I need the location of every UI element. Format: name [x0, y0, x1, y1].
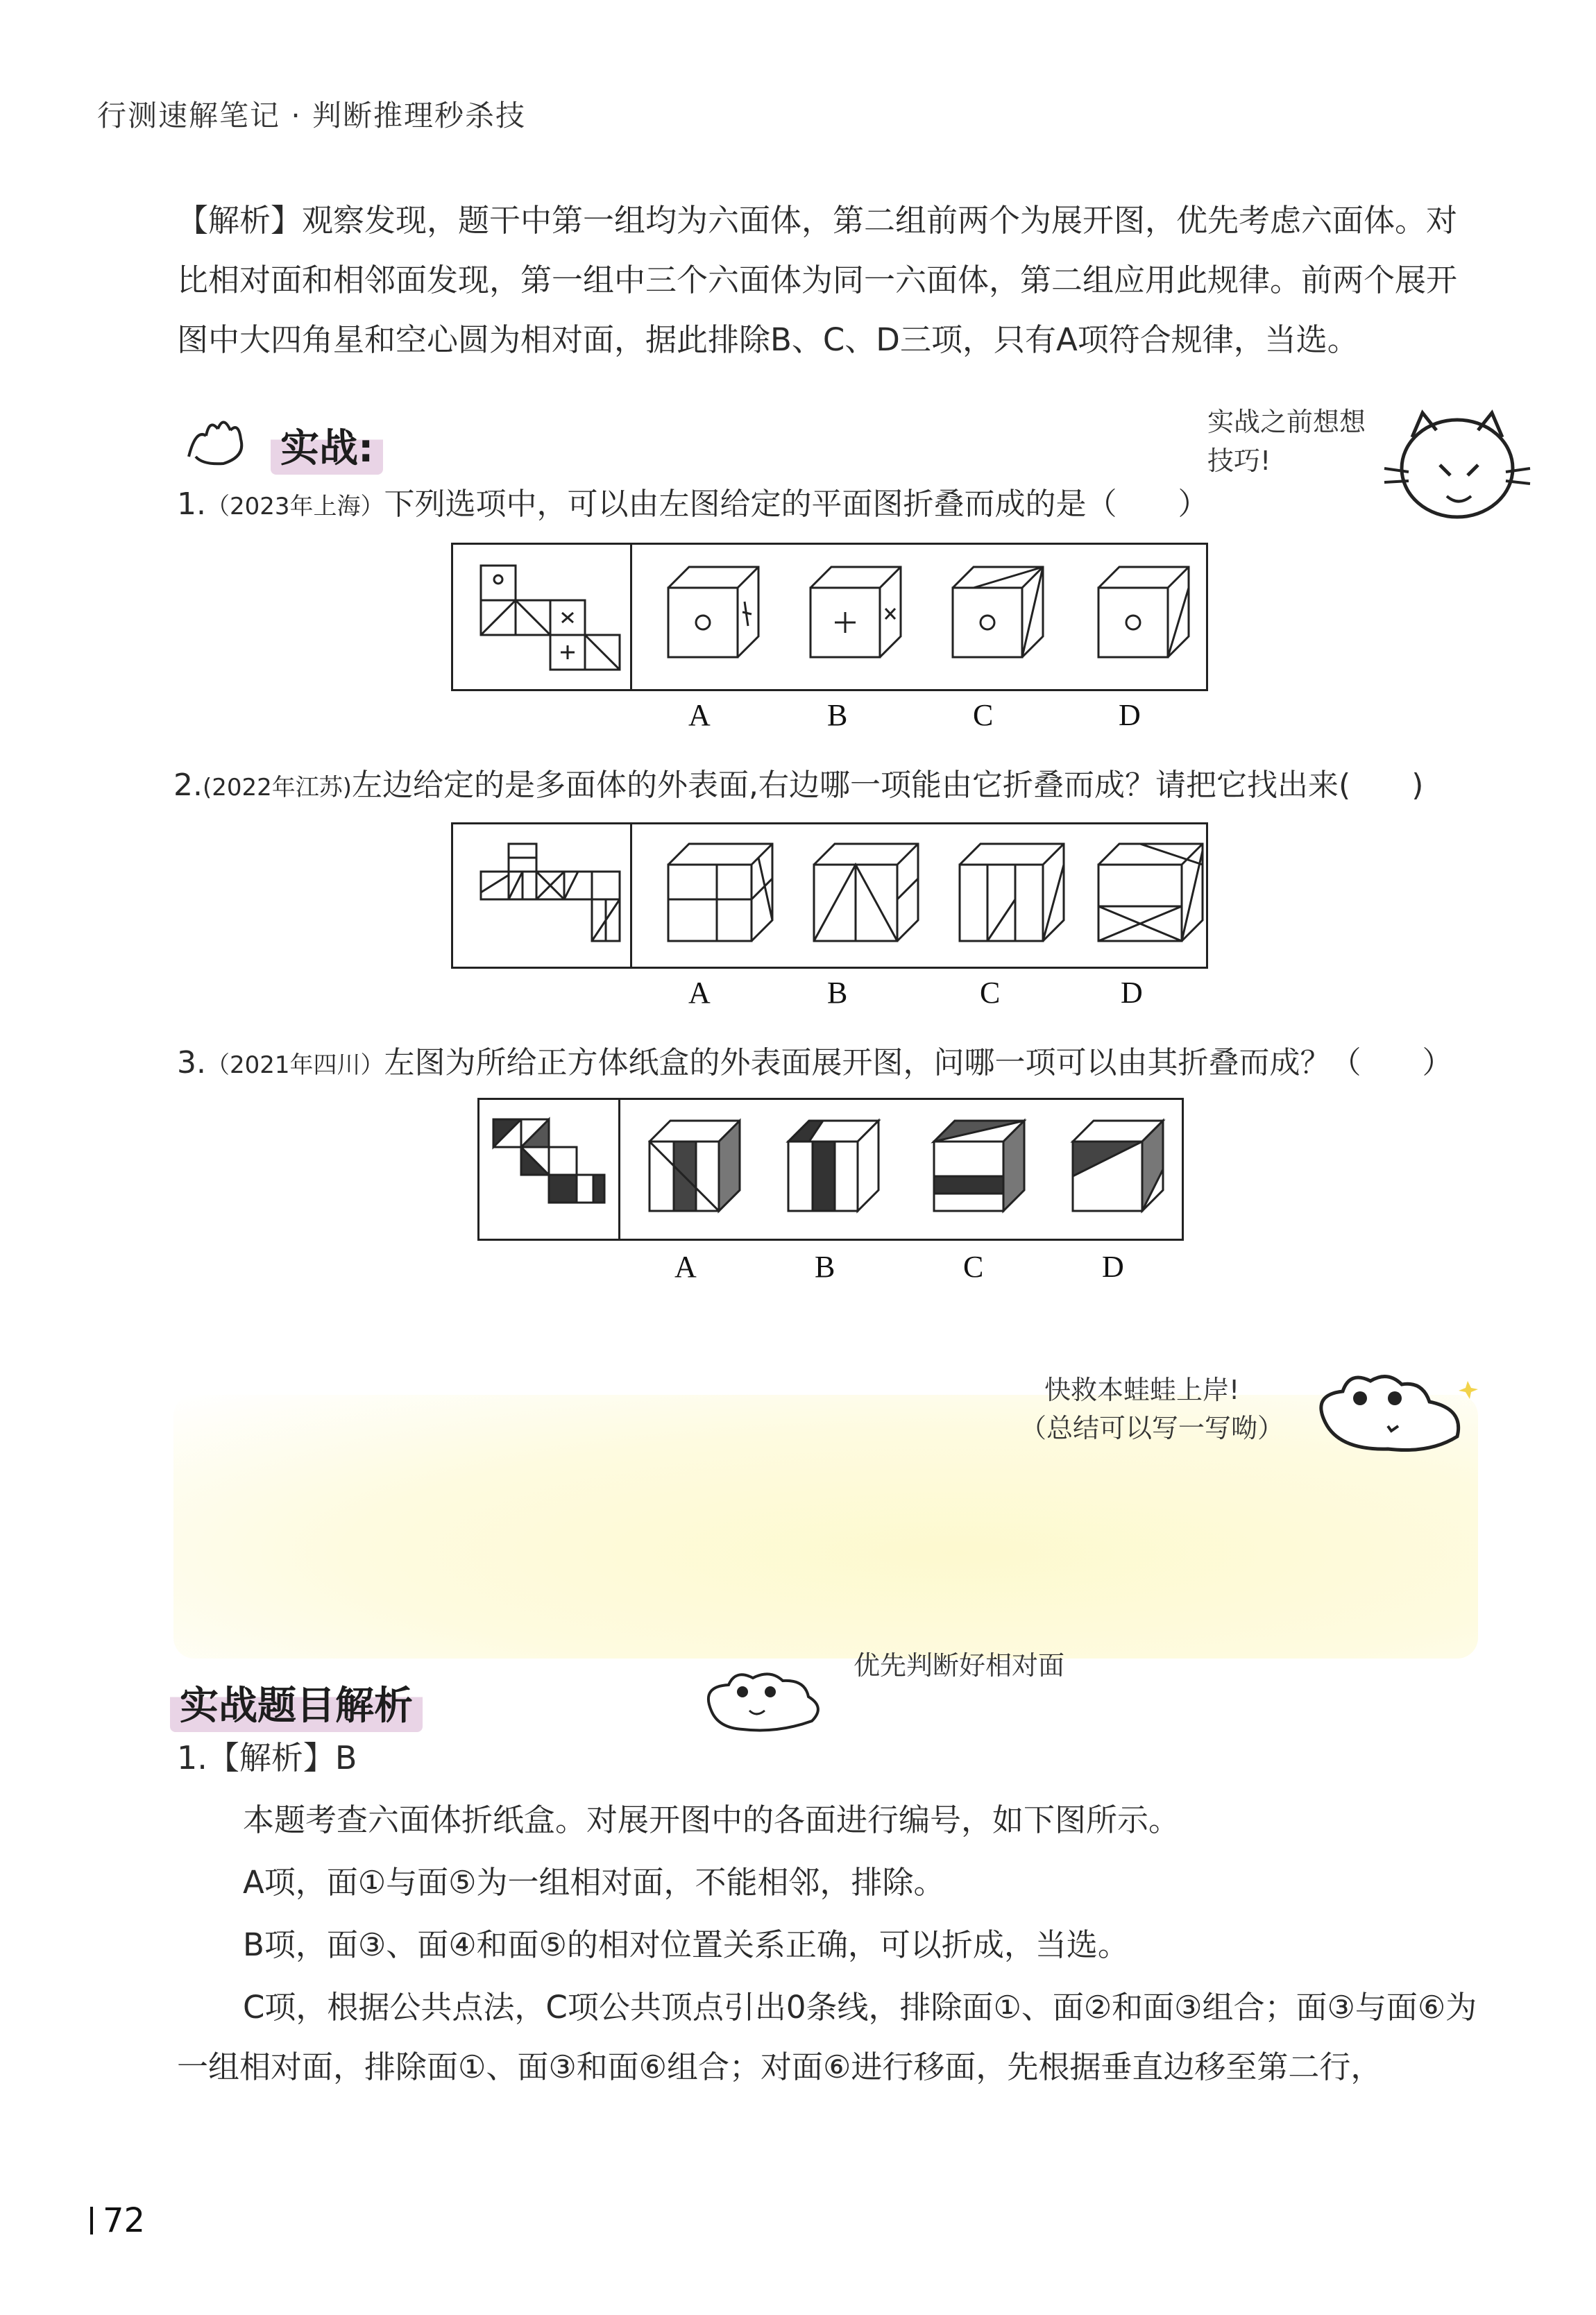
question-3-options — [643, 1114, 1184, 1232]
practice-tip — [1207, 402, 1366, 480]
practice-tip-line1: 实战之前想想 — [1207, 407, 1366, 437]
summary-note-line1: 快救本蛙蛙上岸! — [1044, 1375, 1240, 1405]
question-1-net — [470, 559, 623, 677]
question-2-option-c: C — [980, 976, 1001, 1010]
solution-line-2: A项，面①与面⑤为一组相对面，不能相邻，排除。 — [243, 1864, 945, 1901]
summary-note-line2: （总结可以写一写呦） — [1020, 1413, 1284, 1443]
question-2 — [173, 760, 1423, 804]
option-a-cube — [668, 567, 758, 657]
question-2-options — [654, 837, 1196, 955]
page-header: 行测速解笔记 · 判断推理秒杀技 — [97, 99, 527, 133]
solution-line-3: B项，面③、面④和面⑤的相对位置关系正确，可以折成，当选。 — [243, 1926, 1129, 1963]
question-1-year: （2023年上海） — [205, 493, 384, 520]
option-d-cube — [1073, 1121, 1163, 1211]
solution-note: 优先判断好相对面 — [854, 1650, 1065, 1681]
frog-doodle-small-icon — [701, 1665, 840, 1735]
question-3-option-b: B — [815, 1250, 835, 1284]
option-b-cube — [814, 844, 918, 941]
question-2-figure — [451, 822, 1208, 969]
question-2-year: (2022年江苏) — [202, 774, 353, 802]
option-d-cube — [1098, 567, 1189, 657]
question-1 — [177, 479, 1209, 523]
option-c-cube — [960, 844, 1064, 941]
question-3-option-a: A — [674, 1250, 697, 1284]
option-d-cube — [1098, 844, 1203, 941]
option-a-cube — [650, 1121, 740, 1211]
question-3-number: 3. — [177, 1045, 206, 1080]
option-a-cube — [668, 844, 772, 941]
question-1-option-d: D — [1119, 698, 1141, 732]
question-3-option-d: D — [1102, 1250, 1124, 1284]
solution-title: 实战题目解析 — [170, 1674, 423, 1732]
question-2-option-d: D — [1121, 976, 1143, 1010]
practice-tip-line2: 技巧! — [1207, 446, 1271, 476]
analysis-paragraph: 【解析】观察发现，题干中第一组均为六面体，第二组前两个为展开图，优先考虑六面体。对比相对面和相邻面发现，第一组中三个六面体为同一六面体，第二组应用此规律。前两个展开图中大四角星和空心圆为相对面，据此排除B、C、D三项，只有A项符合规律，当选。 — [177, 202, 1458, 358]
option-c-cube — [934, 1121, 1024, 1211]
practice-title: 实战: — [271, 416, 383, 475]
question-1-option-a: A — [688, 698, 711, 732]
option-b-cube — [810, 567, 901, 657]
question-3-year: （2021年四川） — [205, 1051, 384, 1079]
solution-line-4: C项，根据公共点法，C项公共顶点引出0条线，排除面①、面②和面③组合；面③与面⑥为一组相对面，排除面①、面③和面⑥组合；对面⑥进行移面，先根据垂直边移至第二行， — [177, 1989, 1477, 2085]
question-1-option-c: C — [973, 698, 994, 732]
question-3-figure — [477, 1098, 1184, 1241]
ok-hand-icon — [182, 415, 265, 470]
question-1-text: 下列选项中，可以由左图给定的平面图折叠而成的是（ ） — [384, 486, 1209, 522]
option-b-cube — [788, 1121, 878, 1211]
question-3-text: 左图为所给正方体纸盒的外表面展开图，问哪一项可以由其折叠而成？（ ） — [384, 1045, 1453, 1080]
question-2-net — [467, 837, 627, 955]
question-2-option-a: A — [688, 976, 711, 1010]
frog-doodle-icon — [1311, 1367, 1485, 1457]
option-c-cube — [953, 567, 1043, 657]
question-1-figure — [451, 543, 1208, 691]
question-3-option-c: C — [963, 1250, 984, 1284]
page-number — [90, 2201, 145, 2240]
question-1-option-b: B — [827, 698, 848, 732]
question-2-number: 2. — [173, 768, 203, 803]
solution-line-1: 本题考查六面体折纸盒。对展开图中的各面进行编号，如下图所示。 — [243, 1801, 1180, 1838]
question-2-option-b: B — [827, 976, 848, 1010]
question-3-net — [488, 1112, 620, 1230]
question-1-number: 1. — [177, 486, 206, 522]
solution-1-head: 1.【解析】B — [177, 1739, 357, 1776]
question-2-text: 左边给定的是多面体的外表面,右边哪一项能由它折叠而成？请把它找出来( ) — [352, 768, 1424, 803]
question-1-options — [654, 560, 1196, 678]
page-number-text: 72 — [103, 2201, 146, 2240]
cat-doodle-icon — [1381, 406, 1534, 531]
question-3 — [177, 1037, 1453, 1082]
